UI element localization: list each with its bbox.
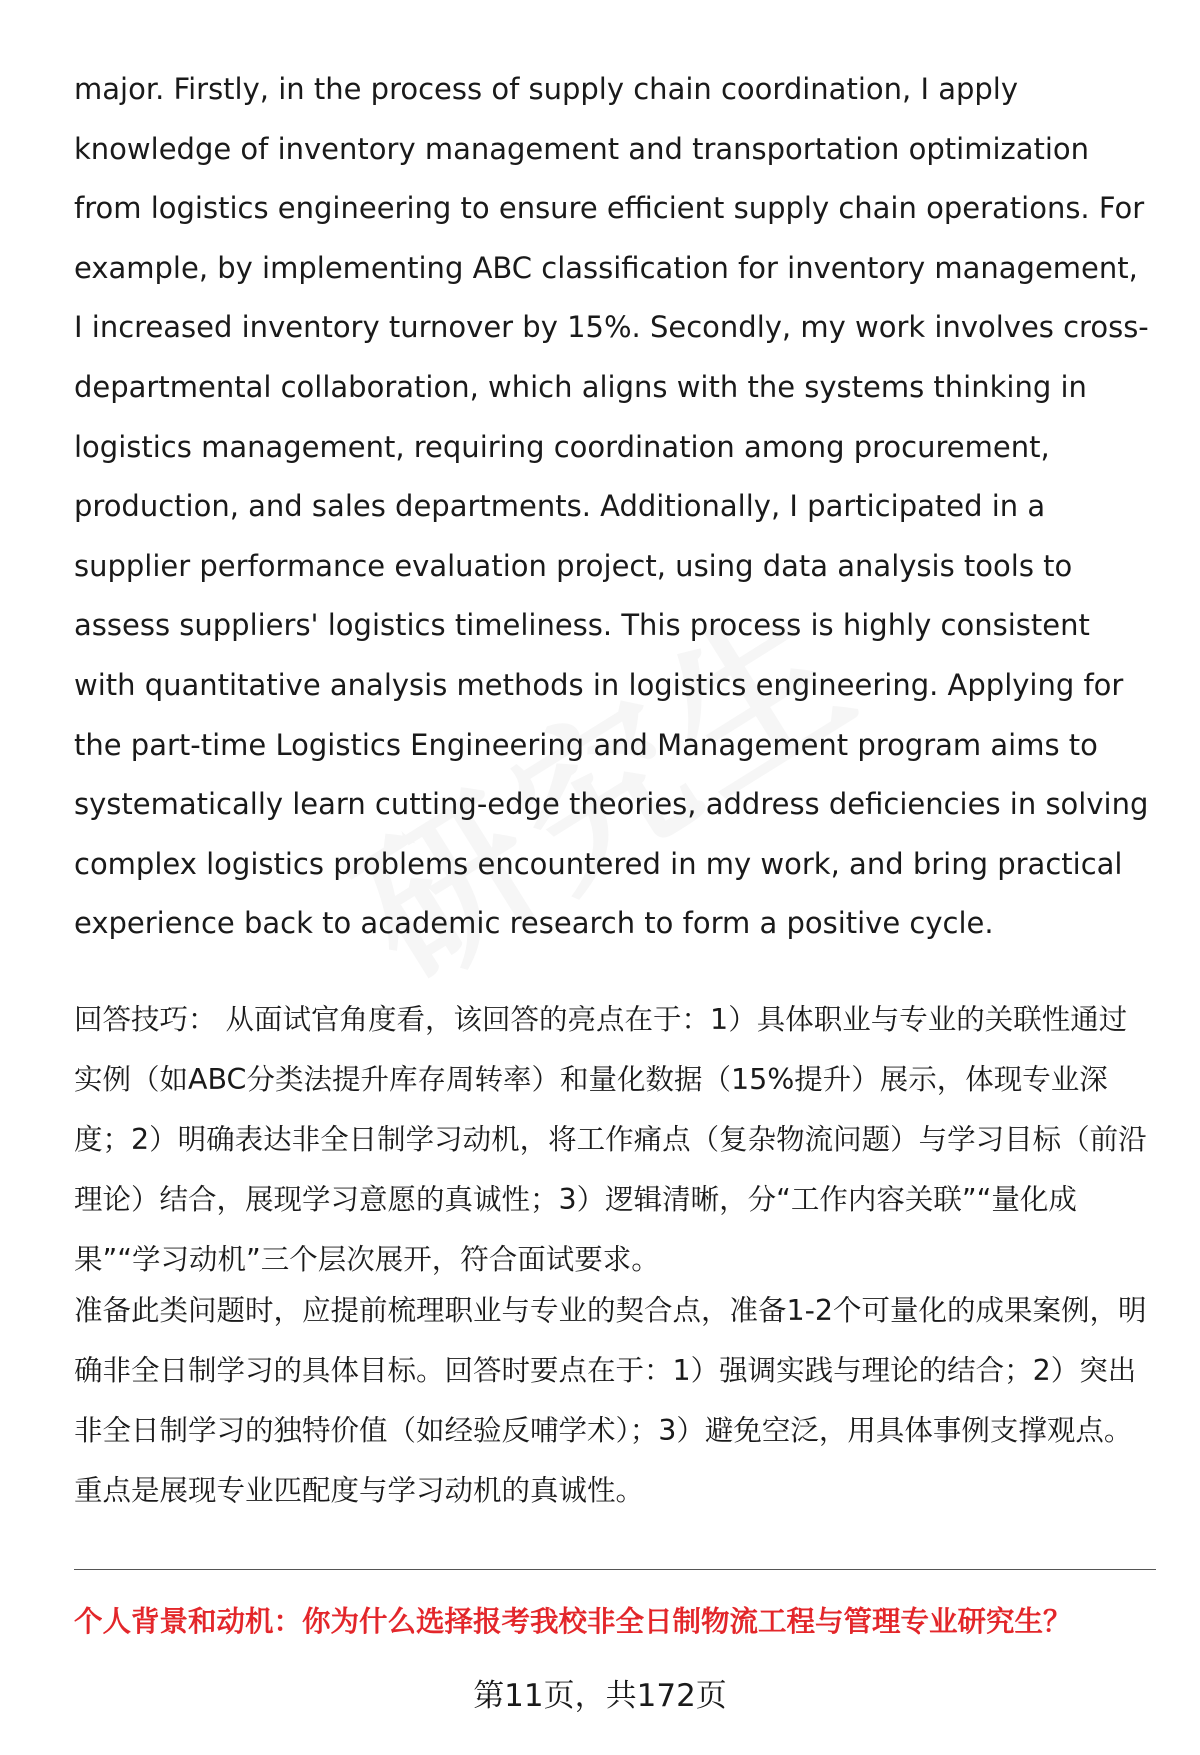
preparation-advice-paragraph: 准备此类问题时，应提前梳理职业与专业的契合点，准备1-2个可量化的成果案例，明确非全日制学习的具体目标。回答时要点在于：1）强调实践与理论的结合；2）突出非全日制学习的独特价值（如经验反哺学术）；3）避免空泛，用具体事例支撑观点。重点是展现专业匹配度与学习动机的真诚性。 (74, 1294, 1147, 1507)
section-divider (74, 1569, 1156, 1570)
english-answer-paragraph: major. Firstly, in the process of supply chain coordination, I apply knowledge of inventory management and transportation optimization from logistics engineering to ensure efficient supply chain operations. For example, by implementing ABC classification for inventory management, I increased inventory turnover by 15%. Secondly, my work involves cross-departmental collaboration, which aligns with the systems thinking in logistics management, requiring coordination among procurement, production, and sales departments. Additionally, I participated in a supplier performance evaluation project, using data analysis tools to assess suppliers' logistics timeliness. This process is highly consistent with quantitative analysis methods in logistics engineering. Applying for the part-time Logistics Engineering and Management program aims to systematically learn cutting-edge theories, address deficiencies in solving complex logistics problems encountered in my work, and bring practical experience back to academic research to form a positive cycle. (74, 72, 1149, 941)
next-question-heading: 个人背景和动机：你为什么选择报考我校非全日制物流工程与管理专业研究生？ (74, 1605, 1072, 1638)
page-number-footer: 第11页，共172页 (473, 1678, 727, 1714)
answer-tips-paragraph: 回答技巧： 从面试官角度看，该回答的亮点在于：1）具体职业与专业的关联性通过实例（如ABC分类法提升库存周转率）和量化数据（15%提升）展示，体现专业深度；2）明确表达非全日制学习动机，将工作痛点（复杂物流问题）与学习目标（前沿理论）结合，展现学习意愿的真诚性；3）逻辑清晰，分“工作内容关联”“量化成果”“学习动机”三个层次展开，符合面试要求。 (74, 1003, 1147, 1276)
